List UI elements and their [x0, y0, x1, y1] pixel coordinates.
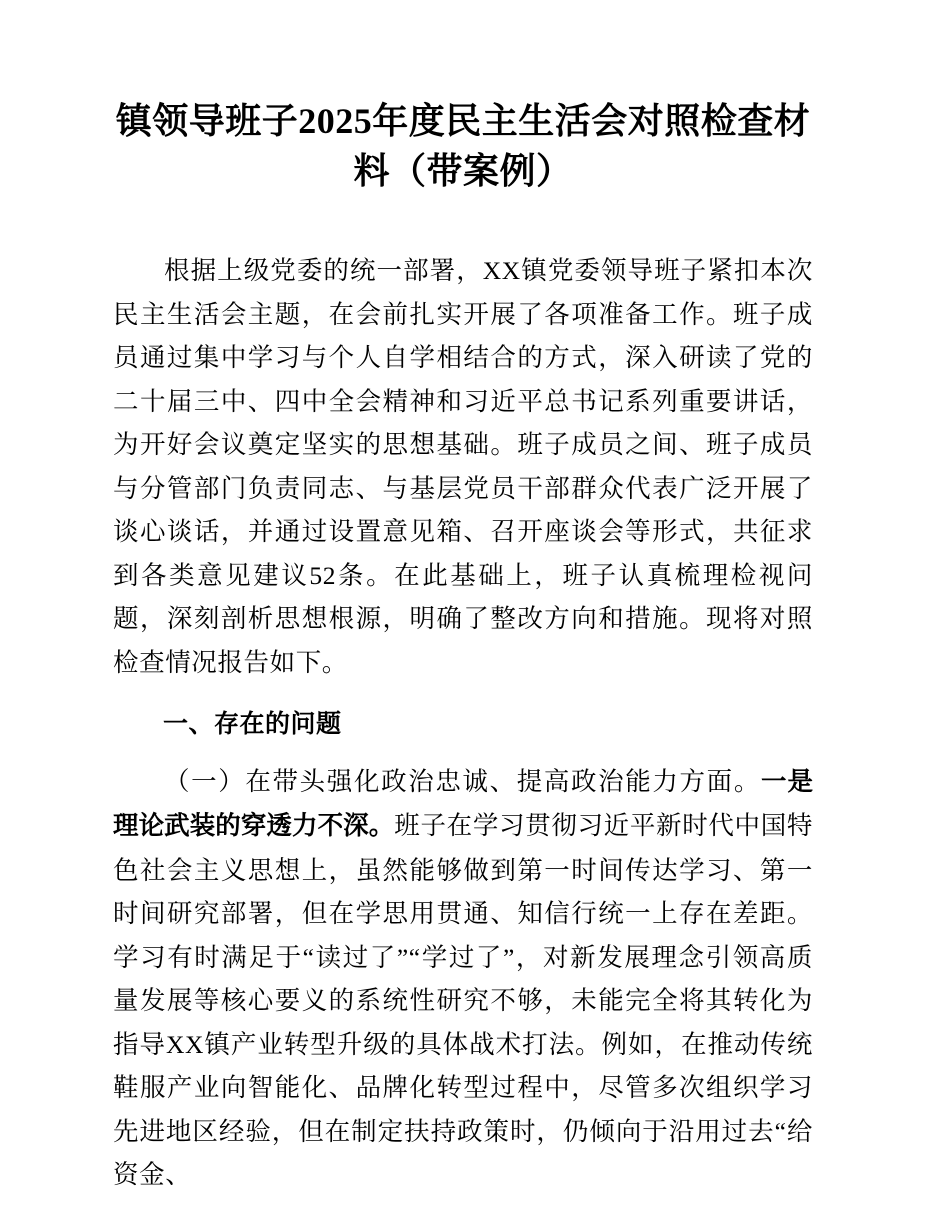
section-heading-problems: 一、存在的问题: [163, 709, 342, 738]
item-one-bold-point: 一是理论武装的穿透力不深。: [113, 766, 813, 841]
item-one-lead: （一）在带头强化政治忠诚、提高政治能力方面。: [164, 766, 761, 796]
page-title: 镇领导班子2025年度民主生活会对照检查材料（带案例）: [115, 101, 811, 191]
item-one-detail: 班子在学习贯彻习近平新时代中国特色社会主义思想上，虽然能够做到第一时间传达学习、第一时间研究部署，但在学思用贯通、知信行统一上存在差距。学习有时满足于“读过了”“学过了”，对新发展理念引领高质量发展等核心要义的系统性研究不够，未能完全将其转化为指导XX镇产业转型升级的具体战术打法。例如，在推动传统鞋服产业向智能化、品牌化转型过程中，尽管多次组织学习先进地区经验，但在制定扶持政策时，仍倾向于沿用过去“给资金、: [113, 811, 813, 1189]
intro-paragraph: 根据上级党委的统一部署，XX镇党委领导班子紧扣本次民主生活会主题，在会前扎实开展了各项准备工作。班子成员通过集中学习与个人自学相结合的方式，深入研读了党的二十届三中、四中全会精神和习近平总书记系列重要讲话，为开好会议奠定坚实的思想基础。班子成员之间、班子成员与分管部门负责同志、与基层党员干部群众代表广泛开展了谈心谈话，并通过设置意见箱、召开座谈会等形式，共征求到各类意见建议52条。在此基础上，班子认真梳理检视问题，深刻剖析思想根源，明确了整改方向和措施。现将对照检查情况报告如下。: [113, 256, 813, 677]
item-one-paragraph: [113, 760, 813, 1197]
document-content: [113, 0, 813, 1197]
